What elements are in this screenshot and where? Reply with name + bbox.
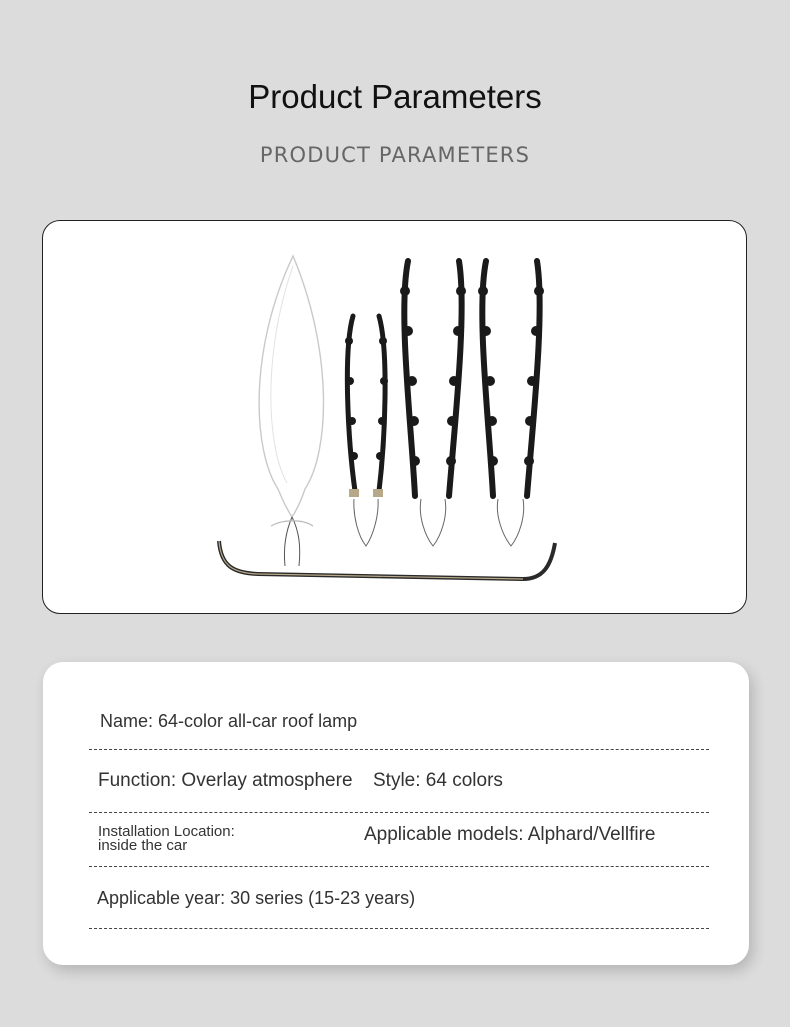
divider [89,749,709,750]
page-subtitle: PRODUCT PARAMETERS [259,143,531,167]
parameters-card [43,662,749,965]
param-name: Name: 64-color all-car roof lamp [100,711,358,731]
product-image [43,221,747,614]
param-installation-line1: Installation Location: [98,823,235,840]
page-title: Product Parameters [248,78,542,115]
param-function: Function: Overlay atmosphere [98,770,353,791]
param-style: Style: 64 colors [373,770,503,791]
divider [89,928,709,929]
param-installation-line2: inside the car [98,837,188,854]
divider [89,866,709,867]
param-year: Applicable year: 30 series (15-23 years) [97,888,416,908]
param-models: Applicable models: Alphard/Vellfire [364,824,656,845]
divider [89,812,709,813]
product-photo-card [42,220,747,614]
